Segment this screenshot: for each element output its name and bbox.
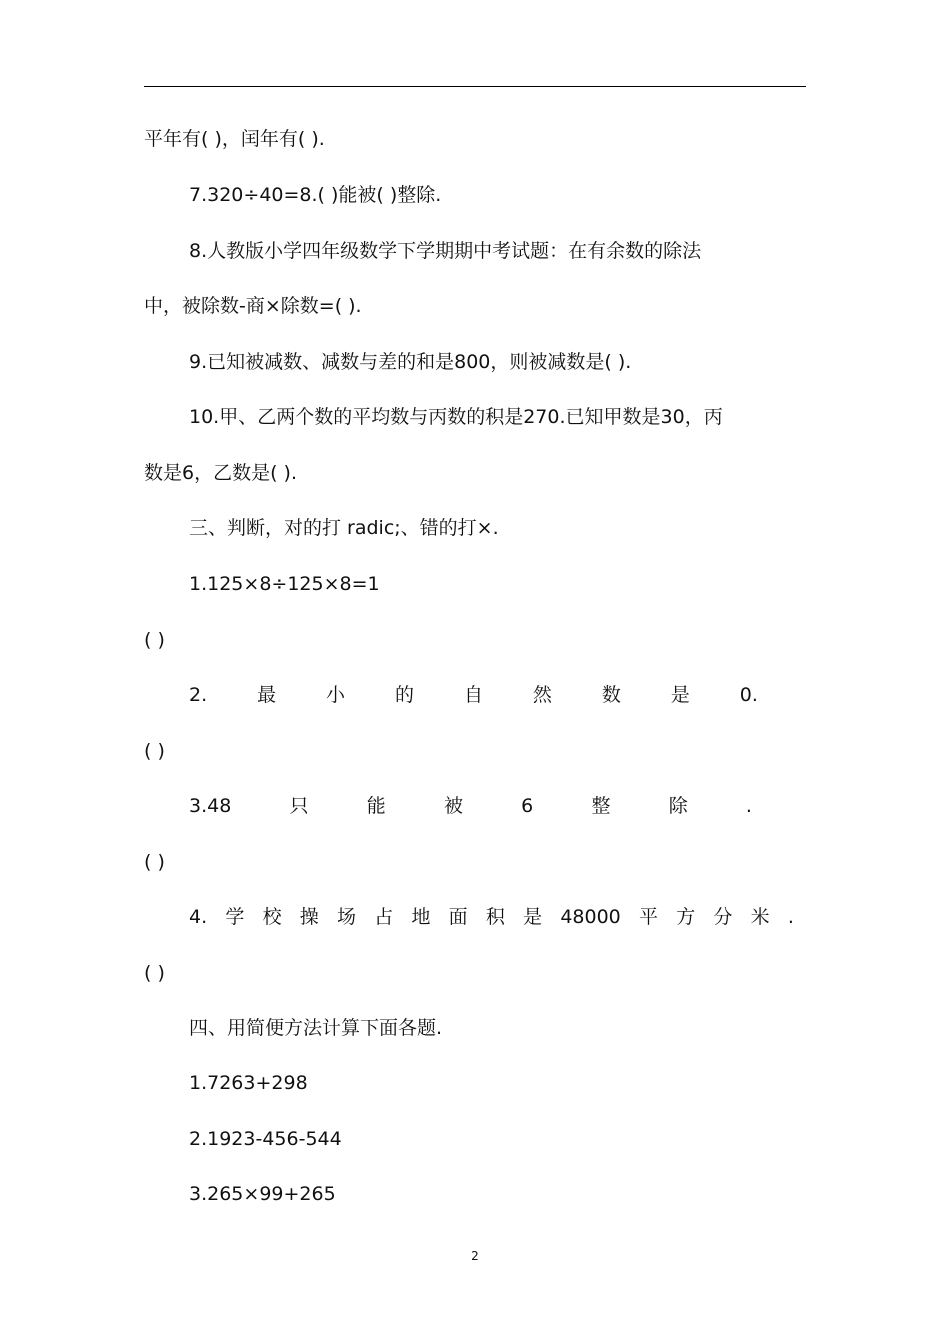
judge-question-4 — [144, 905, 806, 929]
question-token: 被 — [443, 795, 463, 817]
section-4-heading: 四、用简便方法计算下面各题. — [189, 1017, 443, 1039]
question-token: 的 — [394, 684, 414, 706]
question-token: 3.48 — [189, 795, 232, 817]
judge-question-2 — [144, 683, 806, 707]
answer-blank-4: ( ) — [144, 962, 165, 984]
question-token: 积 — [485, 906, 505, 928]
calc-question-1: 1.7263+298 — [189, 1072, 308, 1094]
answer-blank-3: ( ) — [144, 851, 165, 873]
answer-blank-2: ( ) — [144, 740, 165, 762]
question-token: 校 — [262, 906, 282, 928]
question-6-continuation: 平年有( )，闰年有( ). — [144, 128, 325, 150]
question-token: 场 — [337, 906, 357, 928]
question-token: 然 — [532, 684, 552, 706]
question-token: 操 — [299, 906, 319, 928]
question-9: 9.已知被减数、减数与差的和是800，则被减数是( ). — [189, 351, 632, 373]
question-token: 地 — [411, 906, 431, 928]
answer-blank-1: ( ) — [144, 629, 165, 651]
header-rule — [144, 86, 806, 87]
question-token: 除 — [668, 795, 688, 817]
question-token: 学 — [225, 906, 245, 928]
question-token: 能 — [366, 795, 386, 817]
calc-question-3: 3.265×99+265 — [189, 1183, 336, 1205]
page-number: 2 — [471, 1249, 479, 1263]
question-7: 7.320÷40=8.( )能被( )整除. — [189, 184, 442, 206]
question-token: 小 — [326, 684, 346, 706]
question-token: 米 — [750, 906, 770, 928]
question-token: . — [745, 795, 752, 817]
question-token: 48000 — [560, 906, 621, 928]
question-token: 整 — [591, 795, 611, 817]
question-token: 0. — [739, 684, 758, 706]
question-token: 6 — [521, 795, 534, 817]
question-token: 自 — [463, 684, 483, 706]
question-token: 占 — [374, 906, 394, 928]
question-token: 只 — [289, 795, 309, 817]
judge-question-1: 1.125×8÷125×8=1 — [189, 573, 380, 595]
question-token: 是 — [670, 684, 690, 706]
question-token: 分 — [713, 906, 733, 928]
section-3-heading: 三、判断，对的打 radic;、错的打×. — [189, 517, 499, 539]
judge-question-3 — [144, 794, 806, 818]
question-10-continuation: 数是6，乙数是( ). — [144, 462, 297, 484]
question-token: 最 — [257, 684, 277, 706]
question-8-continuation: 中，被除数-商×除数=( ). — [144, 295, 362, 317]
question-token: 是 — [523, 906, 543, 928]
question-token: 2. — [189, 684, 208, 706]
question-token: 数 — [601, 684, 621, 706]
question-token: 方 — [676, 906, 696, 928]
question-token: . — [787, 906, 794, 928]
question-8: 8.人教版小学四年级数学下学期期中考试题：在有余数的除法 — [189, 240, 702, 262]
question-token: 面 — [448, 906, 468, 928]
question-token: 4. — [189, 906, 208, 928]
question-10: 10.甲、乙两个数的平均数与丙数的积是270.已知甲数是30，丙 — [189, 406, 723, 428]
calc-question-2: 2.1923-456-544 — [189, 1128, 342, 1150]
question-token: 平 — [638, 906, 658, 928]
